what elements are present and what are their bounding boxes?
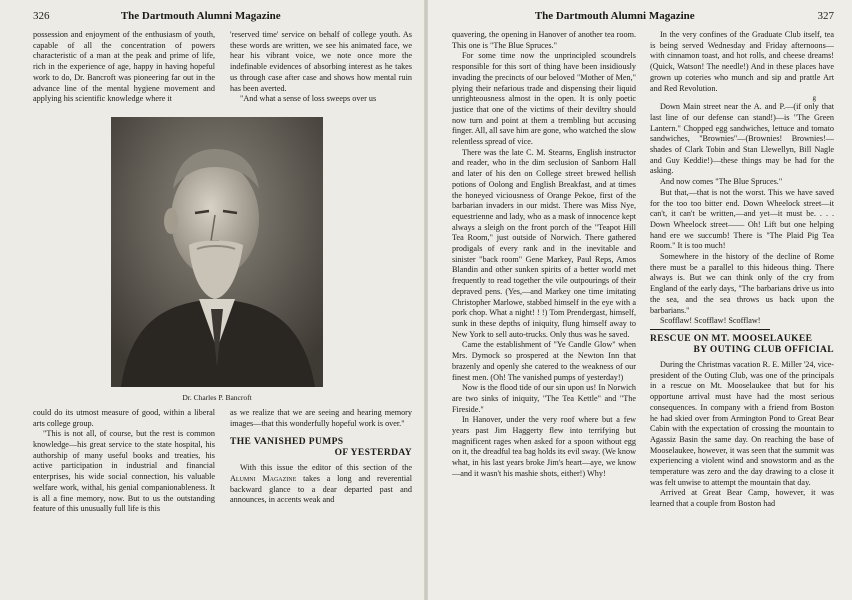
- right-page-header: [452, 10, 834, 30]
- paragraph: In the very confines of the Graduate Club itself, tea is being served Wednesday and Friday afternoons—with cinnamon toast, and hot rolls, and cheese dreams! (Quick, Watson! The needle!) And in these places have grown up coteries who munch and sip and prattle Art and Red Revolution.: [650, 30, 834, 93]
- section-headline-line2: BY OUTING CLUB OFFICIAL: [693, 344, 834, 355]
- paragraph: And now comes "The Blue Spruces.": [660, 177, 783, 187]
- margin-mark: g: [812, 94, 816, 103]
- page-number: 326: [33, 10, 50, 22]
- photo-caption: Dr. Charles P. Bancroft: [182, 392, 252, 402]
- paragraph: Down Main street near the A. and P.—(if only that last line of our defense can stand!)—is "The Green Lantern." Chopped egg sandwiches, lettuce and tomato sandwiches, "Brownies"—(Brownies! Brownies!— shades of Clark Tobin and Stan Llewellyn, Bill Nagle and Guy Keddie!)—these things may be had for the asking.: [650, 102, 834, 176]
- paragraph: "And what a sense of loss sweeps over us: [240, 94, 377, 104]
- column-1: [452, 30, 636, 510]
- column-2: [230, 408, 412, 515]
- column-2: [650, 30, 834, 510]
- right-page: [426, 0, 852, 600]
- paragraph: possession and enjoyment of the enthusiasm of youth, capable of all the concentration of powers characteristic of a man at the peak and prime of life, rich in the experience of age, happy in having hopeful work to do, Dr. Bancroft was pioneering far out in the advance line of the mental hygiene movement and applying his scientific knowledge where it: [33, 30, 215, 104]
- right-columns: [452, 30, 834, 510]
- paragraph: With this issue the editor of this section of the Alumni Magazine takes a long and reverential backward glance to a dear departed past and announces, in accents weak and: [230, 463, 412, 505]
- paragraph: For some time now the unprincipled scoundrels responsible for this sort of thing have been insidiously invading the precincts of our beloved "Mother of Men," plying their nefarious trade and dispensing their liquid unrighteousness almost in the open. It is only poetic justice that one of the victims of their deviltry should now turn and point at them a trembling but accusing finger. All, all save him are gone, who watched the slow relentless spread of vice.: [452, 51, 636, 147]
- paragraph: During the Christmas vacation R. E. Miller '24, vice-president of the Outing Club, was one of the principals in a rescue on Mt. Mooselaukee that but for his opportune arrival must have had the most serious consequences. In company with a friend from Boston he had skied over from Armington Pond to Great Bear Cabin with the expectation of crossing the mountain to Agassiz Basin the same day. On reaching the base of Mooselaukee, however, it was seen that the summit was experiencing a violent wind and snowstorm and as the temperature was zero and the day drawing to a close it was felt unwise to attempt the mountain that day.: [650, 359, 834, 487]
- paragraph: Came the establishment of "Ye Candle Glow" when Mrs. Dymock so prospered at the Newton Inn that brazenly and openly she catered to the weakness of our finest men. (Oh! The vanished pumps of yesterday!): [452, 340, 636, 382]
- portrait-image: [111, 117, 323, 387]
- paragraph: 'reserved time' service on behalf of college youth. As these words are written, we see his animated face, we hear his vibrant voice, we note once more the indefinable evidences of absorbing interest as he takes us through case after case and shows how mental ruin has been averted.: [230, 30, 412, 93]
- paragraph: "This is not all, of course, but the rest is common knowledge—his great service to the state hospital, his authorship of many useful books and treaties, his active participation in industrial and financial enterprises, his wide social connection, his valuable welfare work, withal, his genial companionableness. It is all a fine memory, now. But to us the outstanding feature of this unusually full life is this: [33, 429, 215, 514]
- paragraph: quavering, the opening in Hanover of another tea room. This one is "The Blue Spruces.": [452, 30, 636, 50]
- paragraph: In Hanover, under the very roof where but a few years past Jim Haggerty flew into terrifying but magnificent rages when asked for a spoon without egg on it, the dreadful tea bag holds its evil sway. (We know what, in his last years broke Jim's heart—aye, we know—and it wasn't his mashie shots, either!) Why!: [452, 415, 636, 478]
- paragraph: could do its utmost measure of good, within a liberal arts college group.: [33, 407, 215, 428]
- top-columns: [33, 30, 412, 105]
- section-headline-line2: OF YESTERDAY: [334, 448, 412, 459]
- running-head: The Dartmouth Alumni Magazine: [120, 10, 281, 22]
- column-2: [230, 30, 412, 105]
- paragraph: as we realize that we are seeing and hearing memory images—that this wonderfully hopeful work is over.": [230, 407, 412, 428]
- paragraph: But that,—that is not the worst. This we have saved for the too too bitter end. Down Wheelock street—it can't, it can't be written,—and yet—it must be. . . . Down Wheelock street—— Oh! Lift but one helping hand ere we succumb! There is "The Plaid Pig Tea Room." It is too much!: [650, 187, 834, 251]
- paragraph: Somewhere in the history of the decline of Rome there must be a parallel to this hideous thing. There always is. But we can think only of the cry from England of the early days, "The barbarians drive us into the sea, and the sea throws us back upon the barbarians.": [650, 252, 834, 315]
- left-page-header: [33, 10, 412, 30]
- running-head: The Dartmouth Alumni Magazine: [534, 10, 695, 22]
- divider: [650, 329, 770, 330]
- page-number: 327: [817, 10, 834, 22]
- section-headline: RESCUE ON MT. MOOSELAUKEE: [650, 333, 813, 344]
- page-gutter: [424, 0, 428, 600]
- paragraph: Scofflaw! Scofflaw! Scofflaw!: [660, 316, 761, 326]
- section-headline: THE VANISHED PUMPS: [230, 437, 344, 448]
- paragraph: There was the late C. M. Stearns, English instructor and reader, who in the dim seclusion of Sanborn Hall and later of his den on College street brewed hellish potions of Oolong and English Breakfast, and at times the honeyed viciousness of Orange Pekoe, first of the barbarian invaders in our midst. There was Miss Nye, equestrienne and lady, who as a mask of innocence kept always a sleigh on the front porch of the "Teapot Hill Tea Room," just outside of Norwich. There gathered prodigals of every rank and in the inevitable and sinister "back room" Gene Markey, Paul Reps, Amos Blandin and other sunken spirits of a better world met frequently to read together the vile outpourings of their depraved pens. (Yes,—and Markey one time imitating Christopher Marlowe, stabbed himself in the eye with a pork chop. What a night! ! !) Tom Prendergast, himself, sunk in these depths of iniquity, flung himself away to New York to sell auto-trucks. Only thus was he saved.: [452, 147, 636, 339]
- column-1: [33, 30, 215, 105]
- paragraph: Arrived at Great Bear Camp, however, it was learned that a couple from Boston had: [650, 488, 834, 509]
- portrait-photo: [111, 117, 323, 387]
- paragraph: Now is the flood tide of our sin upon us! In Norwich are two sinks of iniquity, "The Tea Kettle" and "The Fireside.": [452, 383, 636, 414]
- bottom-columns: [33, 408, 412, 515]
- column-1: [33, 408, 215, 515]
